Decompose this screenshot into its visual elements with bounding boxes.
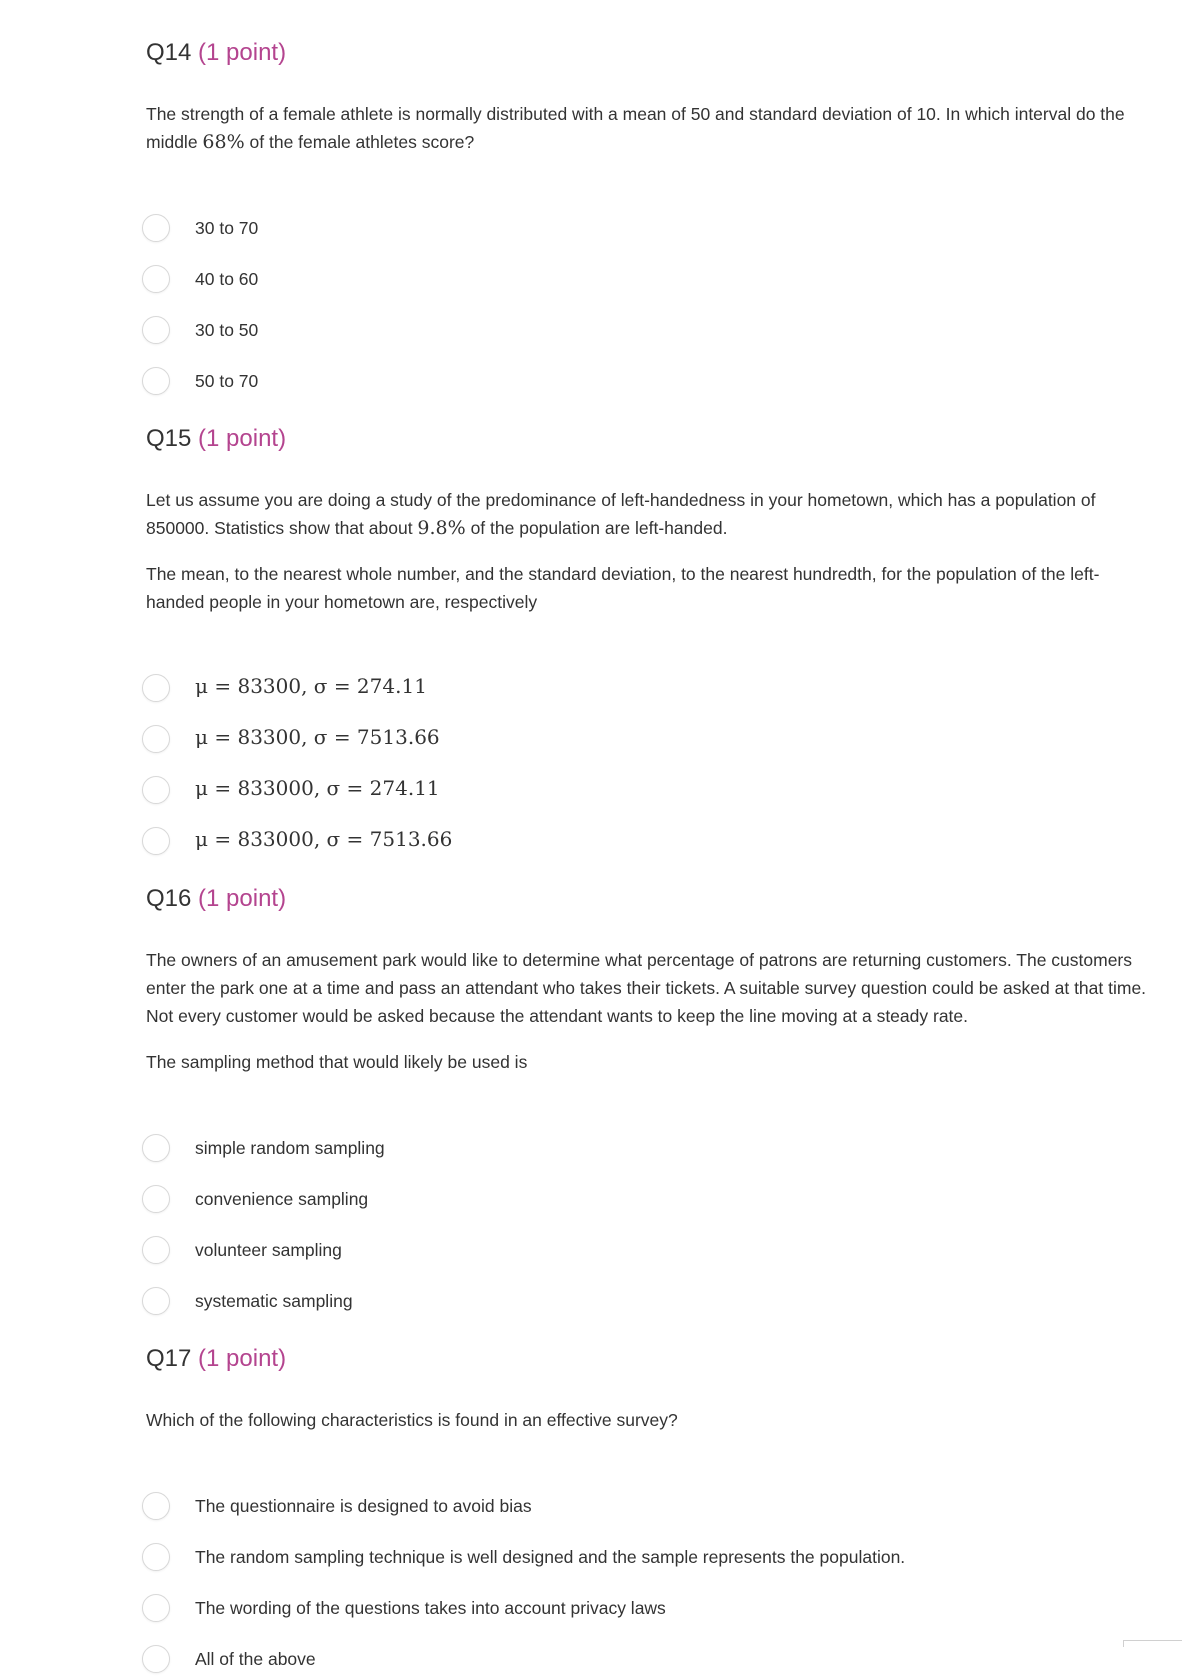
radio-button[interactable] — [142, 1543, 170, 1571]
math-percent: 68% — [202, 131, 245, 153]
radio-button[interactable] — [142, 214, 170, 242]
radio-button[interactable] — [142, 265, 170, 293]
question-text-2: The sampling method that would likely be used is — [146, 1052, 528, 1072]
question-number: Q17 — [146, 1345, 192, 1372]
question-title — [146, 884, 1156, 914]
answer-label: The random sampling technique is well designed and the sample represents the population. — [195, 1547, 906, 1567]
answer-label: 30 to 50 — [195, 320, 259, 340]
radio-button[interactable] — [142, 1134, 170, 1162]
radio-button[interactable] — [142, 725, 170, 753]
radio-button[interactable] — [142, 776, 170, 804]
question-text — [146, 100, 1146, 156]
question-points: (1 point) — [198, 425, 287, 452]
question-number: Q14 — [146, 39, 192, 66]
page-corner-divider — [1123, 1640, 1182, 1647]
question-number: Q15 — [146, 425, 192, 452]
radio-button[interactable] — [142, 1594, 170, 1622]
answer-label: The questionnaire is designed to avoid bias — [195, 1496, 532, 1516]
radio-button[interactable] — [142, 1492, 170, 1520]
answer-label: convenience sampling — [195, 1189, 369, 1209]
question-text: The owners of an amusement park would like to determine what percentage of patrons are returning customers. The customers enter the park one at a time and pass an attendant who takes their tickets. A suitable survey question could be asked at that time. Not every customer would be asked because the attendant wants to keep the line moving at a steady rate. — [146, 950, 1147, 1026]
question-q16 — [146, 884, 1156, 1311]
radio-button[interactable] — [142, 316, 170, 344]
answer-label: 50 to 70 — [195, 371, 259, 391]
math-percent: 9.8% — [417, 517, 466, 539]
answer-label: μ = 83300, σ = 7513.66 — [195, 725, 440, 749]
answer-label: 30 to 70 — [195, 218, 259, 238]
question-points: (1 point) — [198, 885, 287, 912]
question-text-2: The mean, to the nearest whole number, and the standard deviation, to the nearest hundredth, for the population of the left-handed people in your hometown are, respectively — [146, 564, 1100, 612]
radio-button[interactable] — [142, 674, 170, 702]
radio-button[interactable] — [142, 1185, 170, 1213]
answer-label: The wording of the questions takes into account privacy laws — [195, 1598, 666, 1618]
question-text-part: Let us assume you are doing a study of the predominance of left-handedness in your hometown, which has a population of 850000. Statistics show that about — [146, 490, 1096, 538]
question-text: Which of the following characteristics is found in an effective survey? — [146, 1410, 678, 1430]
answer-label: volunteer sampling — [195, 1240, 342, 1260]
question-points: (1 point) — [198, 39, 287, 66]
question-title — [146, 1344, 1156, 1374]
answer-label: μ = 83300, σ = 274.11 — [195, 674, 427, 698]
radio-button[interactable] — [142, 827, 170, 855]
radio-button[interactable] — [142, 1287, 170, 1315]
answer-label: μ = 833000, σ = 7513.66 — [195, 827, 453, 851]
answer-label: All of the above — [195, 1649, 316, 1669]
radio-button[interactable] — [142, 1236, 170, 1264]
question-title — [146, 424, 1156, 454]
question-number: Q16 — [146, 885, 192, 912]
answer-label: μ = 833000, σ = 274.11 — [195, 776, 440, 800]
answer-label: 40 to 60 — [195, 269, 259, 289]
answer-label: systematic sampling — [195, 1291, 353, 1311]
question-q15 — [146, 424, 1156, 851]
question-text — [146, 486, 1146, 542]
question-title — [146, 38, 1156, 68]
answer-label: simple random sampling — [195, 1138, 385, 1158]
question-q14 — [146, 38, 1156, 391]
radio-button[interactable] — [142, 1645, 170, 1673]
question-points: (1 point) — [198, 1345, 287, 1372]
radio-button[interactable] — [142, 367, 170, 395]
question-text-part: The strength of a female athlete is normally distributed with a mean of 50 and standard deviation of 10. In which interval do the middle — [146, 104, 1125, 152]
question-text-part: of the population are left-handed. — [465, 518, 728, 538]
question-text-part: of the female athletes score? — [244, 132, 475, 152]
question-q17 — [146, 1344, 1156, 1669]
